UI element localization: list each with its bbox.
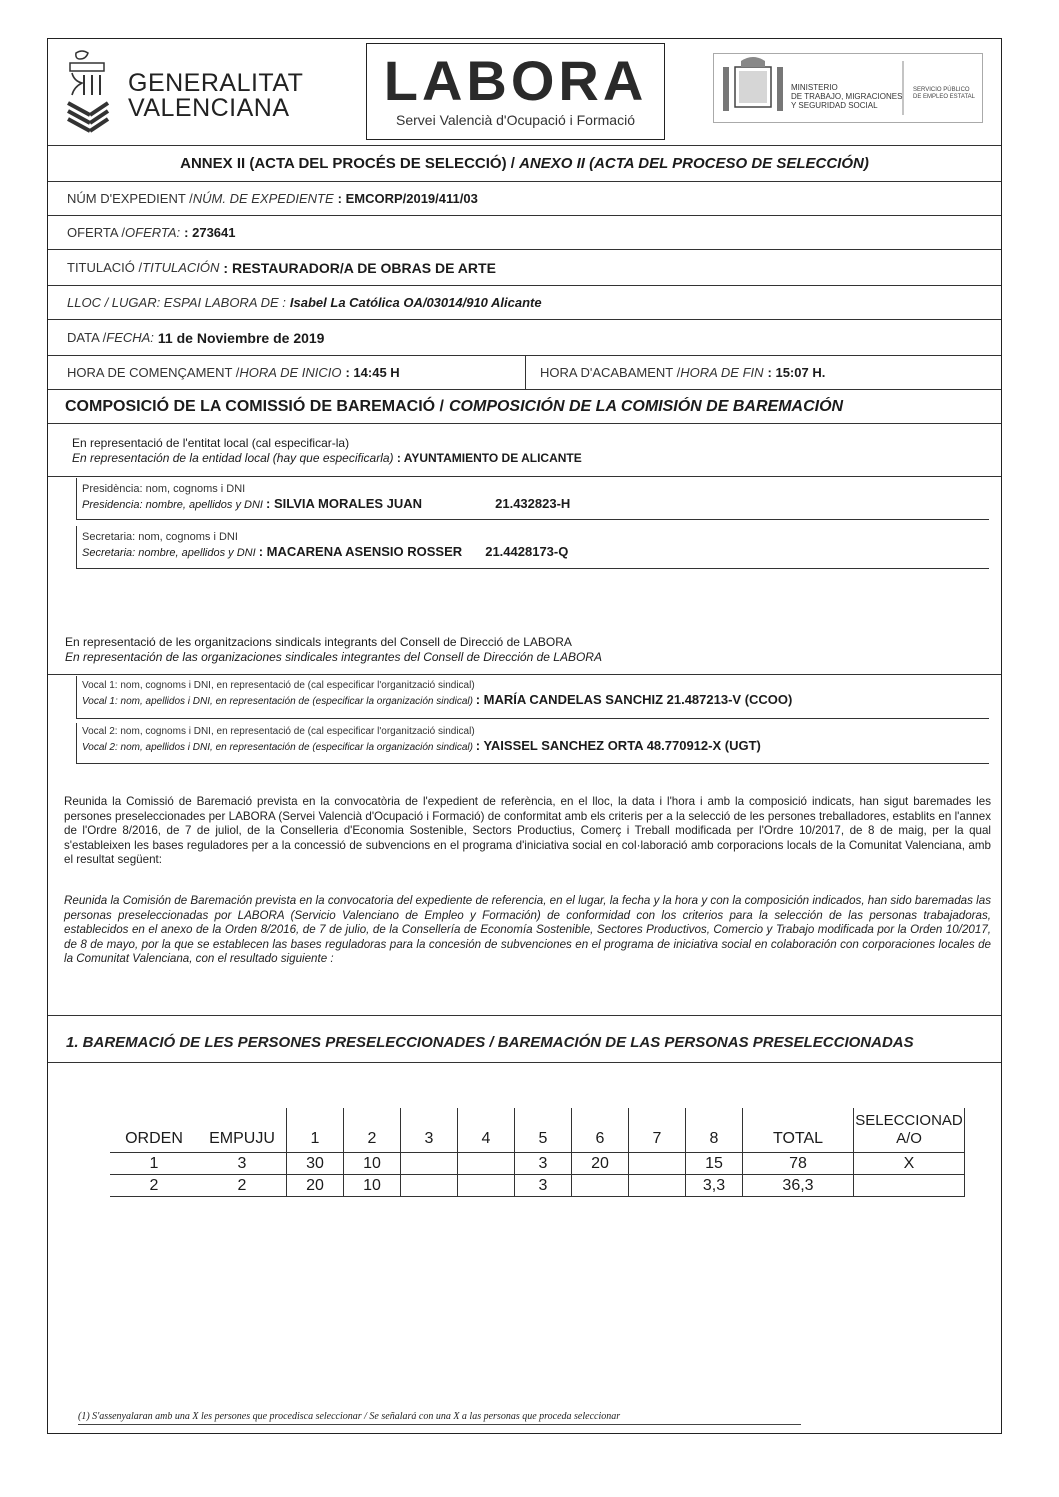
- oferta-value: : 273641: [184, 225, 236, 240]
- presidencia-name: : SILVIA MORALES JUAN: [266, 496, 423, 511]
- vocal1-label-ca: Vocal 1: nom, cognoms i DNI, en representació de (cal especificar l'organització sindical): [82, 680, 475, 691]
- oferta-label-es: OFERTA:: [125, 225, 181, 240]
- composicio-heading-ca: COMPOSICIÓ DE LA COMISSIÓ DE BAREMACIÓ /: [65, 397, 444, 415]
- annex-title-es: ANEXO II (ACTA DEL PROCESO DE SELECCIÓN): [519, 155, 869, 172]
- gv-line2: VALENCIANA: [128, 94, 290, 122]
- col-6: 6: [572, 1108, 629, 1153]
- data-value: 11 de Noviembre de 2019: [157, 329, 325, 346]
- table-row: [110, 1153, 965, 1175]
- col-2: 2: [344, 1108, 401, 1153]
- expedient-value: : EMCORP/2019/411/03: [337, 191, 478, 206]
- cell-c8: 3,3: [686, 1175, 743, 1197]
- gv-line1: GENERALITAT: [128, 69, 304, 97]
- paragraph-es: Reunida la Comisión de Baremación prevista en la convocatoria del expediente de referencia, en el lugar, la fecha y la hora y con la composición indicados, han sido baremadas las personas preseleccionadas por LABORA (Servicio Valenciano de Empleo y Formación) de conformidad con los criterios para la selección de las personas trabajadoras, establecidos en el anexo de la Orden 8/2016, de 7 de julio, de la Consellería de Economía Sostenible, Sectores Productivos, Comercio y Trabajo modificada por la Orden 10/2017, de 8 de mayo, por la que se establecen las bases reguladoras para la concesión de subvenciones en el programa de iniciativa social en colaboración con corporaciones locales de la Comunitat Valenciana, con el resultado siguiente :: [64, 894, 991, 966]
- lloc-label: LLOC / LUGAR: ESPAI LABORA DE :: [67, 295, 286, 310]
- cell-orden: 2: [149, 1176, 159, 1194]
- hora-fi-value: : 15:07 H.: [767, 365, 826, 380]
- composicio-heading: [48, 390, 1001, 424]
- cell-c4: [458, 1153, 515, 1175]
- header-logos: [48, 39, 1001, 146]
- section1-heading: 1. BAREMACIÓ DE LES PERSONES PRESELECCIONADES / BAREMACIÓN DE LAS PERSONAS PRESELECCIONADAS: [66, 1034, 914, 1051]
- cell-c6: [572, 1175, 629, 1197]
- annex-title-ca: ANNEX II (ACTA DEL PROCÉS DE SELECCIÓ) /: [180, 155, 515, 172]
- acta-document: [47, 38, 1002, 1434]
- oferta-label-ca: OFERTA /: [67, 225, 126, 240]
- expedient-field: [48, 182, 1001, 216]
- col-total: TOTAL: [743, 1108, 854, 1153]
- sindicals-label-es: En representación de las organizaciones sindicales integrantes del Consell de Dirección de LABORA: [65, 650, 602, 664]
- vocal2-label-ca: Vocal 2: nom, cognoms i DNI, en representació de (cal especificar l'organització sindical): [82, 726, 475, 737]
- labora-title: LABORA: [383, 49, 648, 112]
- ministry-line2: DE TRABAJO, MIGRACIONES: [791, 92, 903, 101]
- hora-inici-value: : 14:45 H: [345, 365, 400, 380]
- composicio-heading-es: COMPOSICIÓN DE LA COMISIÓN DE BAREMACIÓN: [448, 397, 844, 415]
- lloc-value: Isabel La Católica OA/03014/910 Alicante: [289, 295, 542, 310]
- cell-c2: 10: [344, 1175, 401, 1197]
- ministry-line3: Y SEGURIDAD SOCIAL: [791, 101, 878, 110]
- baremacio-table: [110, 1108, 965, 1197]
- hora-fi-label-ca: HORA D'ACABAMENT /: [540, 365, 681, 380]
- hora-fi-label-es: HORA DE FIN: [680, 365, 764, 380]
- col-3: 3: [401, 1108, 458, 1153]
- ministry-line1: MINISTERIO: [791, 83, 838, 92]
- hora-inici-label-ca: HORA DE COMENÇAMENT /: [67, 365, 240, 380]
- vocal1-block: [76, 676, 989, 719]
- hora-inici-field: [48, 356, 526, 389]
- generalitat-emblem-icon: [62, 49, 114, 135]
- entitat-local-block: [72, 436, 582, 466]
- vocal1-value: : MARÍA CANDELAS SANCHIZ 21.487213-V (CCOO): [475, 692, 793, 707]
- hora-fi-field: [526, 356, 1001, 389]
- cell-c7: [629, 1153, 686, 1175]
- cell-c3: [401, 1153, 458, 1175]
- hora-inici-label-es: HORA DE INICIO: [239, 365, 342, 380]
- labora-logo: [366, 43, 665, 140]
- secretaria-dni: 21.4428173-Q: [485, 544, 569, 559]
- col-orden: ORDEN: [125, 1130, 183, 1147]
- data-label-ca: DATA /: [67, 330, 107, 345]
- cell-c2: 10: [344, 1153, 401, 1175]
- sindicals-block: [65, 635, 602, 665]
- cell-orden: 1: [149, 1154, 159, 1172]
- vocal1-label-es: Vocal 1: nom, apellidos i DNI, en representación de (especificar la organización sindical): [82, 696, 473, 707]
- presidencia-label-es: Presidencia: nombre, apellidos y DNI: [82, 499, 263, 511]
- vocal2-label-es: Vocal 2: nom, apellidos i DNI, en representación de (especificar la organización sindical): [82, 742, 473, 753]
- col-7: 7: [629, 1108, 686, 1153]
- sindicals-label-ca: En representació de les organitzacions sindicals integrants del Consell de Direcció de LABORA: [65, 635, 572, 649]
- vocal2-value: : YAISSEL SANCHEZ ORTA 48.770912-X (UGT): [475, 738, 761, 753]
- cell-c5: 3: [515, 1153, 572, 1175]
- expedient-label-es: NÚM. DE EXPEDIENTE: [192, 191, 334, 206]
- annex-title: [48, 146, 1001, 182]
- col-4: 4: [458, 1108, 515, 1153]
- sepe-line1: SERVICIO PÚBLICO: [913, 87, 970, 93]
- titulacio-label-es: TITULACIÓN: [142, 260, 220, 275]
- cell-empuju: 2: [198, 1175, 287, 1197]
- oferta-field: [48, 216, 1001, 250]
- expedient-label-ca: NÚM D'EXPEDIENT /: [67, 191, 193, 206]
- cell-empuju: 3: [198, 1153, 287, 1175]
- secretaria-block: [76, 526, 989, 569]
- col-1: 1: [287, 1108, 344, 1153]
- titulacio-label-ca: TITULACIÓ /: [67, 260, 143, 275]
- cell-c1: 30: [287, 1153, 344, 1175]
- secretaria-name: : MACARENA ASENSIO ROSSER: [258, 544, 463, 559]
- cell-c3: [401, 1175, 458, 1197]
- sepe-line2: DE EMPLEO ESTATAL: [913, 94, 976, 100]
- cell-c8: 15: [686, 1153, 743, 1175]
- composicio-body: [48, 424, 1001, 1430]
- hora-row: [48, 356, 1001, 390]
- titulacio-field: [48, 250, 1001, 286]
- ministry-logo: [713, 53, 983, 123]
- paragraph-ca: Reunida la Comissió de Baremació prevista en la convocatòria de l'expedient de referència, en el lloc, la data i l'hora i amb la composició indicats, han sigut baremades les persones preseleccionades per LABORA (Servei Valencià d'Ocupació i Formació) de conformitat amb els criteris per a la selecció de les persones treballadores, establits en l'annex de l'Ordre 8/2016, de 7 de juliol, de la Conselleria d'Economia Sostenible, Sectors Productius, Comerç i Treball modificada per l'Ordre 10/2017, de 8 de maig, per la qual s'estableixen les bases reguladores per a la concessió de subvencions en el programa d'iniciativa social en col·laboració amb corporacions locals de la Comunitat Valenciana, amb el resultat següent:: [64, 795, 991, 867]
- data-field: [48, 320, 1001, 356]
- secretaria-label-es: Secretaria: nombre, apellidos y DNI: [82, 547, 256, 559]
- presidencia-block: [76, 478, 989, 520]
- generalitat-logo: [62, 47, 362, 139]
- entitat-value: : AYUNTAMIENTO DE ALICANTE: [396, 451, 582, 465]
- cell-seleccionat: X: [854, 1153, 965, 1175]
- titulacio-value: : RESTAURADOR/A DE OBRAS DE ARTE: [223, 259, 496, 276]
- cell-total: 78: [743, 1153, 854, 1175]
- presidencia-dni: 21.432823-H: [495, 496, 571, 511]
- cell-seleccionat: [854, 1175, 965, 1197]
- presidencia-label-ca: Presidència: nom, cognoms i DNI: [82, 483, 246, 495]
- secretaria-label-ca: Secretaria: nom, cognoms i DNI: [82, 531, 238, 543]
- cell-c6: 20: [572, 1153, 629, 1175]
- vocal2-block: [76, 723, 989, 764]
- cell-c7: [629, 1175, 686, 1197]
- table-header-row: [110, 1108, 965, 1153]
- col-5: 5: [515, 1108, 572, 1153]
- col-empuju: EMPUJU: [198, 1108, 287, 1153]
- footnote: (1) S'assenyalaran amb una X les persones que procedisca seleccionar / Se señalará con una X a las personas que proceda seleccionar: [78, 1411, 621, 1422]
- lloc-field: [48, 286, 1001, 320]
- cell-c5: 3: [515, 1175, 572, 1197]
- col-seleccionat: SELECCIONAD A/O: [854, 1108, 965, 1153]
- entitat-label-ca: En representació de l'entitat local (cal especificar-la): [72, 436, 350, 450]
- cell-c4: [458, 1175, 515, 1197]
- labora-subtitle: Servei Valencià d'Ocupació i Formació: [396, 112, 635, 128]
- cell-total: 36,3: [743, 1175, 854, 1197]
- entitat-label-es: En representación de la entidad local (hay que especificarla): [72, 451, 394, 465]
- cell-c1: 20: [287, 1175, 344, 1197]
- data-label-es: FECHA:: [106, 330, 154, 345]
- footnote-divider: [78, 1424, 801, 1425]
- col-8: 8: [686, 1108, 743, 1153]
- table-row: [110, 1175, 965, 1197]
